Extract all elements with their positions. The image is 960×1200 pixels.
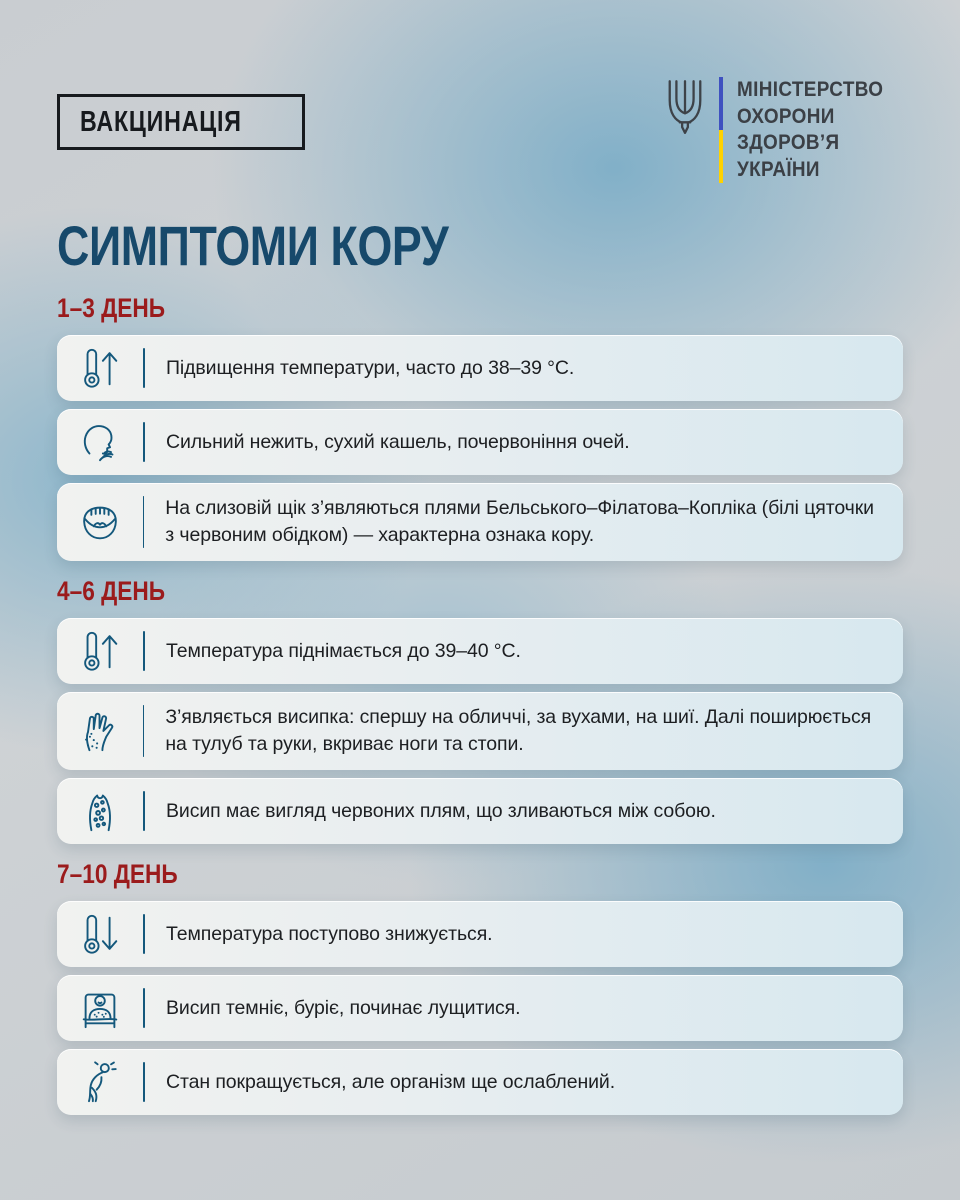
weak-person-icon bbox=[77, 1059, 123, 1105]
thermometer-down-icon bbox=[77, 911, 123, 957]
symptom-text: Стан покращується, але організм ще ослаблений. bbox=[166, 1070, 616, 1093]
symptom-card bbox=[57, 901, 903, 967]
body-rash-icon bbox=[77, 788, 123, 834]
page-title: СИМПТОМИ КОРУ bbox=[57, 214, 449, 277]
symptom-card bbox=[57, 1049, 903, 1115]
section-day-7-10 bbox=[57, 859, 903, 1115]
card-icon-box bbox=[57, 628, 143, 674]
thermometer-up-icon bbox=[77, 345, 123, 391]
symptom-card bbox=[57, 483, 903, 561]
section-day-1-3 bbox=[57, 293, 903, 561]
ministry-name-line: МІНІСТЕРСТВО bbox=[736, 77, 884, 101]
ministry-name-line: УКРАЇНИ bbox=[736, 156, 820, 181]
symptom-text: Температура піднімається до 39–40 °С. bbox=[166, 639, 521, 662]
card-icon-box bbox=[57, 708, 143, 754]
card-icon-box bbox=[57, 419, 143, 465]
card-icon-box bbox=[57, 499, 143, 545]
symptom-text: Температура поступово знижується. bbox=[166, 922, 493, 945]
symptom-text: На слизовій щік з’являються плями Бельського–Філатова–Копліка (білі цяточки з червоним обідком) — характерна ознака кору. bbox=[165, 497, 874, 546]
card-list bbox=[57, 618, 903, 844]
symptom-text: Підвищення температури, часто до 38–39 °С. bbox=[166, 356, 575, 379]
symptom-card bbox=[57, 335, 903, 401]
symptom-card bbox=[57, 778, 903, 844]
trident-icon bbox=[664, 77, 706, 139]
vaccination-badge bbox=[57, 94, 305, 150]
section-day-4-6 bbox=[57, 576, 903, 844]
ministry-name-line: ЗДОРОВ’Я bbox=[736, 130, 840, 154]
card-icon-box bbox=[57, 345, 143, 391]
open-mouth-icon bbox=[77, 499, 123, 545]
thermometer-up-icon bbox=[77, 628, 123, 674]
header bbox=[57, 75, 903, 183]
card-list bbox=[57, 901, 903, 1115]
person-in-bed-icon bbox=[77, 985, 123, 1031]
card-icon-box bbox=[57, 788, 143, 834]
ministry-name-line: ОХОРОНИ bbox=[736, 103, 835, 128]
card-icon-box bbox=[57, 911, 143, 957]
section-header: 1–3 ДЕНЬ bbox=[57, 293, 166, 323]
card-list bbox=[57, 335, 903, 561]
coughing-person-icon bbox=[77, 419, 123, 465]
card-icon-box bbox=[57, 985, 143, 1031]
hand-rash-icon bbox=[77, 708, 123, 754]
card-icon-box bbox=[57, 1059, 143, 1105]
symptom-text: З’являється висипка: спершу на обличчі, за вухами, на шиї. Далі поширюється на тулуб та руки, вкриває ноги та стопи. bbox=[165, 706, 872, 755]
ministry-logo bbox=[664, 75, 903, 183]
symptom-card bbox=[57, 975, 903, 1041]
section-header: 4–6 ДЕНЬ bbox=[57, 576, 166, 606]
flag-bar bbox=[719, 77, 723, 183]
ministry-name bbox=[737, 75, 903, 182]
symptom-text: Висип темніє, буріє, починає лущитися. bbox=[166, 996, 521, 1019]
symptom-text: Сильний нежить, сухий кашель, почервоніння очей. bbox=[166, 430, 630, 453]
symptom-card bbox=[57, 409, 903, 475]
vaccination-badge-label: ВАКЦИНАЦІЯ bbox=[80, 106, 242, 138]
symptom-text: Висип має вигляд червоних плям, що зливаються між собою. bbox=[166, 799, 716, 822]
section-header: 7–10 ДЕНЬ bbox=[57, 859, 178, 889]
symptom-card bbox=[57, 618, 903, 684]
symptom-card bbox=[57, 692, 903, 770]
